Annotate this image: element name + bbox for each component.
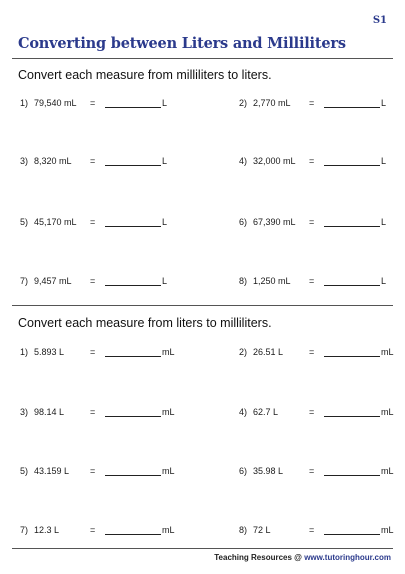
problem-unit: L bbox=[381, 276, 387, 286]
problem-number: 3) bbox=[20, 407, 29, 417]
section-2-instruction: Convert each measure from liters to milliliters. bbox=[18, 316, 272, 330]
problem-number: 5) bbox=[20, 466, 29, 476]
problem-number: 1) bbox=[20, 98, 29, 108]
problem-unit: L bbox=[381, 217, 387, 227]
problem-unit: mL bbox=[162, 525, 175, 535]
problem-unit: mL bbox=[381, 347, 394, 357]
problem-number: 4) bbox=[239, 407, 248, 417]
problem-value: 79,540 mL bbox=[34, 98, 77, 108]
problem-number: 8) bbox=[239, 276, 248, 286]
answer-blank[interactable] bbox=[324, 356, 380, 357]
section-divider bbox=[12, 305, 393, 306]
equals-sign: = bbox=[90, 466, 96, 476]
answer-blank[interactable] bbox=[105, 356, 161, 357]
problem-number: 6) bbox=[239, 466, 248, 476]
equals-sign: = bbox=[309, 276, 315, 286]
answer-blank[interactable] bbox=[324, 285, 380, 286]
problem-unit: L bbox=[162, 156, 168, 166]
footer bbox=[214, 553, 391, 562]
equals-sign: = bbox=[90, 347, 96, 357]
problem-number: 2) bbox=[239, 347, 248, 357]
problem-value: 98.14 L bbox=[34, 407, 65, 417]
footer-divider bbox=[12, 548, 393, 549]
problem-unit: mL bbox=[381, 407, 394, 417]
problem-value: 1,250 mL bbox=[253, 276, 291, 286]
problem-number: 3) bbox=[20, 156, 29, 166]
problem-unit: mL bbox=[162, 466, 175, 476]
problem-value: 32,000 mL bbox=[253, 156, 296, 166]
problem-value: 12.3 L bbox=[34, 525, 60, 535]
problem-unit: mL bbox=[381, 525, 394, 535]
answer-blank[interactable] bbox=[324, 475, 380, 476]
answer-blank[interactable] bbox=[105, 285, 161, 286]
answer-blank[interactable] bbox=[105, 416, 161, 417]
problem-value: 9,457 mL bbox=[34, 276, 72, 286]
problem-number: 4) bbox=[239, 156, 248, 166]
problem-number: 8) bbox=[239, 525, 248, 535]
problem-value: 43.159 L bbox=[34, 466, 70, 476]
problem-number: 5) bbox=[20, 217, 29, 227]
problem-value: 72 L bbox=[253, 525, 271, 535]
problem-unit: mL bbox=[381, 466, 394, 476]
problem-unit: mL bbox=[162, 347, 175, 357]
title-divider bbox=[12, 58, 393, 59]
equals-sign: = bbox=[90, 156, 96, 166]
problem-value: 35.98 L bbox=[253, 466, 284, 476]
equals-sign: = bbox=[309, 525, 315, 535]
problem-value: 45,170 mL bbox=[34, 217, 77, 227]
problem-number: 1) bbox=[20, 347, 29, 357]
equals-sign: = bbox=[309, 217, 315, 227]
answer-blank[interactable] bbox=[105, 534, 161, 535]
problem-unit: L bbox=[381, 98, 387, 108]
equals-sign: = bbox=[309, 407, 315, 417]
equals-sign: = bbox=[90, 217, 96, 227]
problem-unit: L bbox=[162, 276, 168, 286]
problem-value: 26.51 L bbox=[253, 347, 284, 357]
problem-number: 6) bbox=[239, 217, 248, 227]
equals-sign: = bbox=[90, 276, 96, 286]
problem-unit: mL bbox=[162, 407, 175, 417]
answer-blank[interactable] bbox=[324, 416, 380, 417]
problem-value: 62.7 L bbox=[253, 407, 279, 417]
sheet-code: S1 bbox=[372, 15, 387, 26]
footer-label: Teaching Resources @ bbox=[214, 553, 302, 562]
problem-unit: L bbox=[162, 98, 168, 108]
page-title: Converting between Liters and Milliliters bbox=[18, 35, 346, 52]
problem-value: 8,320 mL bbox=[34, 156, 72, 166]
problem-value: 67,390 mL bbox=[253, 217, 296, 227]
answer-blank[interactable] bbox=[105, 226, 161, 227]
equals-sign: = bbox=[90, 525, 96, 535]
answer-blank[interactable] bbox=[324, 534, 380, 535]
answer-blank[interactable] bbox=[324, 165, 380, 166]
equals-sign: = bbox=[309, 98, 315, 108]
problem-unit: L bbox=[381, 156, 387, 166]
answer-blank[interactable] bbox=[105, 165, 161, 166]
footer-site-link[interactable]: www.tutoringhour.com bbox=[304, 553, 391, 562]
problem-number: 7) bbox=[20, 276, 29, 286]
answer-blank[interactable] bbox=[105, 475, 161, 476]
equals-sign: = bbox=[309, 347, 315, 357]
problem-value: 2,770 mL bbox=[253, 98, 291, 108]
equals-sign: = bbox=[90, 98, 96, 108]
problem-number: 2) bbox=[239, 98, 248, 108]
equals-sign: = bbox=[309, 466, 315, 476]
problem-value: 5.893 L bbox=[34, 347, 65, 357]
equals-sign: = bbox=[90, 407, 96, 417]
answer-blank[interactable] bbox=[324, 107, 380, 108]
answer-blank[interactable] bbox=[324, 226, 380, 227]
section-1-instruction: Convert each measure from milliliters to liters. bbox=[18, 68, 272, 82]
answer-blank[interactable] bbox=[105, 107, 161, 108]
problem-number: 7) bbox=[20, 525, 29, 535]
equals-sign: = bbox=[309, 156, 315, 166]
problem-unit: L bbox=[162, 217, 168, 227]
